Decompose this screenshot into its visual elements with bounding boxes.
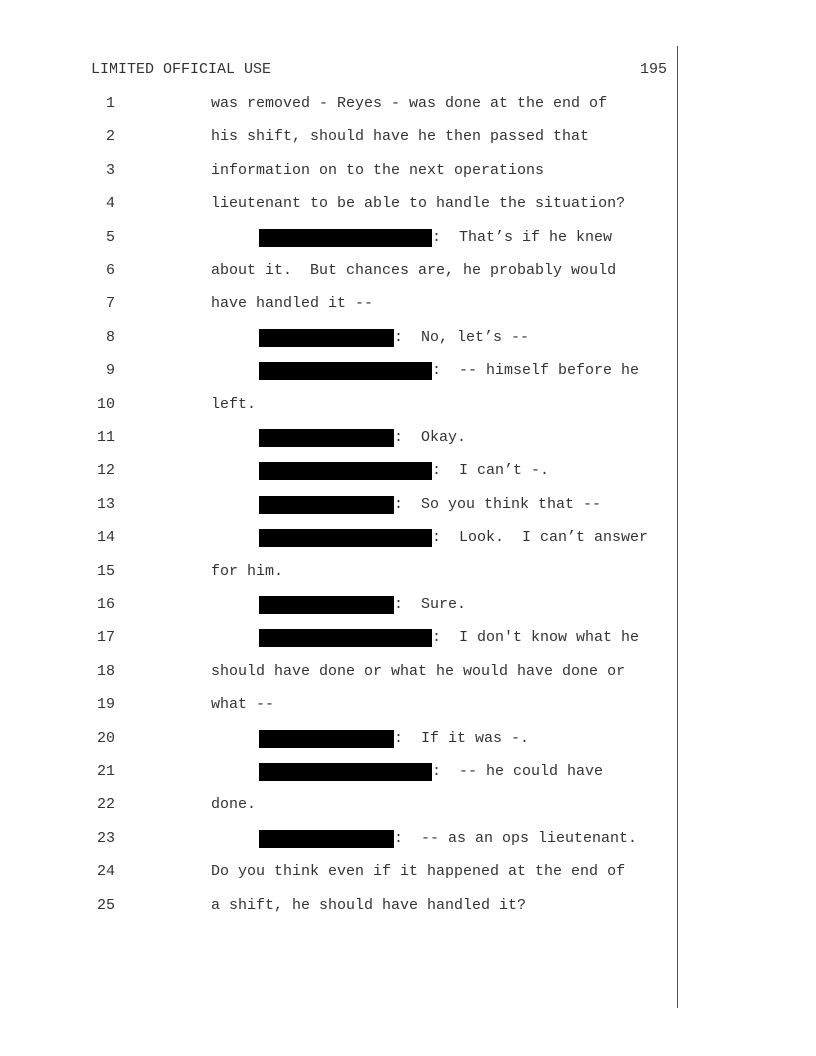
redacted-speaker-name bbox=[259, 329, 394, 347]
transcript-line bbox=[0, 862, 680, 882]
speech-text: : I can’t -. bbox=[432, 462, 550, 480]
transcript-line bbox=[0, 294, 680, 314]
line-number: 2 bbox=[105, 128, 115, 146]
line-number: 3 bbox=[105, 161, 115, 179]
line-text: about it. But chances are, he probably would bbox=[211, 262, 617, 279]
line-number: 7 bbox=[105, 295, 115, 313]
line-number: 9 bbox=[105, 362, 115, 380]
line-number: 18 bbox=[96, 662, 115, 680]
line-number: 20 bbox=[96, 729, 115, 747]
line-text: was removed - Reyes - was done at the end of bbox=[211, 95, 608, 112]
transcript-line bbox=[0, 361, 680, 381]
speaker-turn bbox=[259, 328, 529, 348]
redacted-speaker-name bbox=[259, 429, 394, 447]
speech-text: : Okay. bbox=[394, 429, 467, 446]
line-number: 25 bbox=[96, 896, 115, 914]
line-text: what -- bbox=[211, 696, 275, 714]
line-text: a shift, he should have handled it? bbox=[211, 896, 527, 914]
line-text: done. bbox=[211, 796, 257, 814]
redacted-speaker-name bbox=[259, 763, 432, 781]
line-number: 23 bbox=[96, 829, 115, 847]
speaker-turn bbox=[259, 628, 639, 648]
redacted-speaker-name bbox=[259, 529, 432, 547]
transcript-line bbox=[0, 127, 680, 147]
speaker-turn bbox=[259, 528, 648, 548]
line-text: Do you think even if it happened at the end of bbox=[211, 863, 626, 881]
redacted-speaker-name bbox=[259, 496, 394, 514]
line-text: lieutenant to be able to handle the situation? bbox=[211, 195, 626, 213]
transcript-line bbox=[0, 495, 680, 515]
speech-text: : Look. I can’t answer bbox=[432, 529, 649, 547]
transcript-line bbox=[0, 628, 680, 648]
line-number: 4 bbox=[105, 195, 115, 213]
line-number: 11 bbox=[96, 429, 115, 446]
line-text: information on to the next operations bbox=[211, 161, 545, 179]
line-number: 15 bbox=[96, 562, 115, 580]
speech-text: : -- as an ops lieutenant. bbox=[394, 829, 638, 847]
transcript-line bbox=[0, 729, 680, 749]
speech-text: : So you think that -- bbox=[394, 495, 602, 513]
speech-text: : If it was -. bbox=[394, 729, 530, 747]
line-text: left. bbox=[211, 395, 257, 413]
redacted-speaker-name bbox=[259, 229, 432, 247]
redacted-speaker-name bbox=[259, 730, 394, 748]
transcript-line bbox=[0, 228, 680, 248]
line-number: 24 bbox=[96, 863, 115, 881]
transcript-line bbox=[0, 194, 680, 214]
speech-text: : -- he could have bbox=[432, 763, 604, 780]
transcript-line bbox=[0, 562, 680, 582]
classification-header: LIMITED OFFICIAL USE bbox=[91, 61, 272, 78]
redacted-speaker-name bbox=[259, 596, 394, 614]
redacted-speaker-name bbox=[259, 830, 394, 848]
line-number: 13 bbox=[96, 495, 115, 513]
line-text: for him. bbox=[211, 562, 284, 580]
transcript-line bbox=[0, 896, 680, 916]
line-number: 14 bbox=[96, 529, 115, 547]
line-text: have handled it -- bbox=[211, 295, 374, 313]
transcript-line bbox=[0, 428, 680, 448]
speaker-turn bbox=[259, 762, 603, 782]
line-number: 1 bbox=[105, 95, 115, 112]
transcript-line bbox=[0, 261, 680, 281]
transcript-line bbox=[0, 595, 680, 615]
speaker-turn bbox=[259, 729, 529, 749]
speech-text: : -- himself before he bbox=[432, 362, 640, 380]
line-text: his shift, should have he then passed that bbox=[211, 128, 590, 146]
transcript-line bbox=[0, 662, 680, 682]
line-number: 6 bbox=[105, 262, 115, 279]
line-number: 17 bbox=[96, 629, 115, 647]
line-number: 10 bbox=[96, 395, 115, 413]
transcript-line bbox=[0, 829, 680, 849]
line-number: 21 bbox=[96, 763, 115, 780]
redacted-speaker-name bbox=[259, 362, 432, 380]
redacted-speaker-name bbox=[259, 462, 432, 480]
line-number: 5 bbox=[105, 228, 115, 246]
transcript-line bbox=[0, 528, 680, 548]
line-number: 8 bbox=[105, 328, 115, 346]
transcript-line bbox=[0, 795, 680, 815]
line-text: should have done or what he would have done or bbox=[211, 662, 626, 680]
transcript-line bbox=[0, 94, 680, 114]
line-number: 22 bbox=[96, 796, 115, 814]
page-number: 195 bbox=[639, 61, 667, 78]
speaker-turn bbox=[259, 829, 637, 849]
transcript-line bbox=[0, 328, 680, 348]
speaker-turn bbox=[259, 495, 601, 515]
speaker-turn bbox=[259, 428, 466, 448]
line-number: 12 bbox=[96, 462, 115, 480]
speech-text: : I don't know what he bbox=[432, 629, 640, 647]
redacted-speaker-name bbox=[259, 629, 432, 647]
transcript-line bbox=[0, 461, 680, 481]
speech-text: : No, let’s -- bbox=[394, 328, 530, 346]
line-number: 19 bbox=[96, 696, 115, 714]
speaker-turn bbox=[259, 228, 612, 248]
speaker-turn bbox=[259, 461, 549, 481]
speaker-turn bbox=[259, 595, 466, 615]
transcript-line bbox=[0, 762, 680, 782]
transcript-line bbox=[0, 395, 680, 415]
transcript-line bbox=[0, 695, 680, 715]
line-number: 16 bbox=[96, 596, 115, 613]
speech-text: : Sure. bbox=[394, 596, 467, 613]
speech-text: : That’s if he knew bbox=[432, 228, 613, 246]
transcript-line bbox=[0, 161, 680, 181]
speaker-turn bbox=[259, 361, 639, 381]
